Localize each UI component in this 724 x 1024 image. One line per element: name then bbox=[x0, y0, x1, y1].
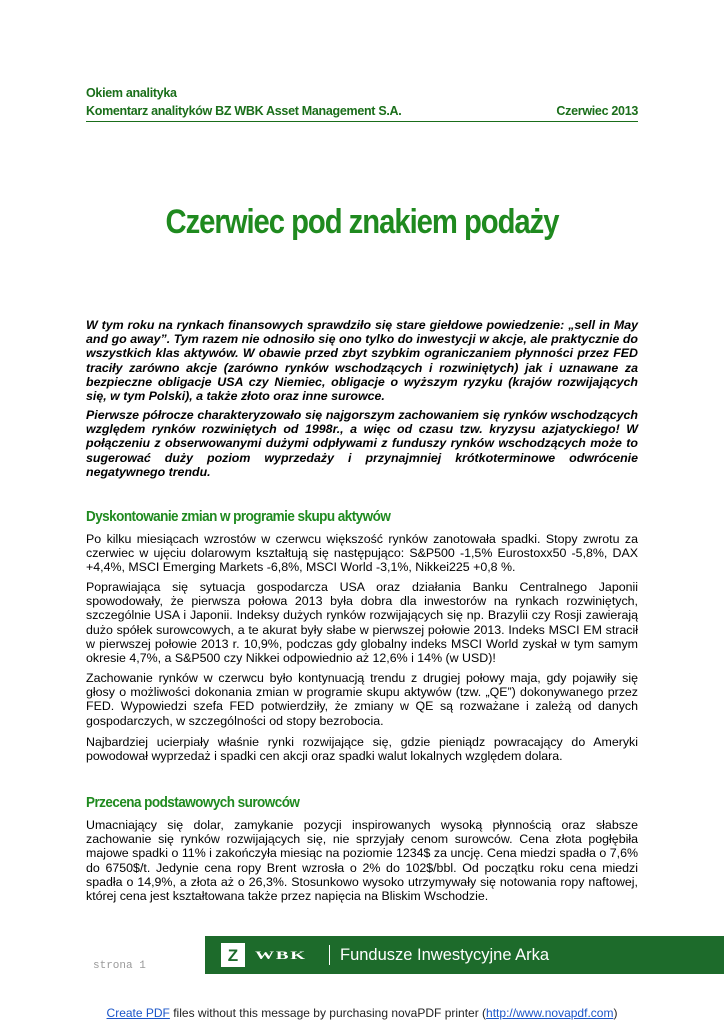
section1-paragraph-2: Poprawiająca się sytuacja gospodarcza USA oraz działania Banku Centralnego Japonii spowodowały, że pierwsza połowa 2013 była dobra dla inwestorów na rynkach rozwiniętych, szczególnie USA i Japonii. Indeksy dużych rynków rozwijających się np. Brazylii czy Rosji zawierają dużo spółek surowcowych, a te akurat były słabe w pierwszej połowie 2013. Indeks MSCI EM stracił w pierwszej połowie 2013 r. 10,9%, podczas gdy globalny indeks MSCI World zyskał w tym samym okresie 4,7%, a S&P500 czy Nikkei odpowiednio aż 12,6% i 14% (w USD)! bbox=[86, 580, 638, 666]
section2-paragraph-1: Umacniający się dolar, zamykanie pozycji inspirowanych wysoką płynnością oraz słabsze zachowanie się rynków rozwijających się, nie sprzyjały cenom surowców. Cena złota pogłębiła majowe spadki o 11% i zakończyła miesiąc na poziomie 1234$ za uncję. Cena miedzi spadła o 7,6% do 6750$/t. Jedynie cena ropy Brent wzrosła o 2% do 102$/bbl. Od początku roku cena miedzi spadła o 14,9%, a złota aż o 26,3%. Stosunkowo wysoko utrzymywały się notowania ropy naftowej, której cena jest kształtowana także przez napięcia na Bliskim Wschodzie. bbox=[86, 818, 638, 904]
bzwbk-logo-icon: Z bbox=[221, 943, 245, 967]
header-subtitle-row bbox=[86, 104, 638, 118]
footer-brand-band bbox=[205, 936, 724, 974]
section1-paragraph-1: Po kilku miesiącach wzrostów w czerwcu większość rynków zanotowała spadki. Stopy zwrotu za czerwiec w ujęciu dolarowym kształtują się następująco: S&P500 -1,5% Eurostoxx50 -5,8%, DAX +4,4%, MSCI Emerging Markets -6,8%, MSCI World -3,1%, Nikkei225 +0,8 %. bbox=[86, 532, 638, 575]
page-number: strona 1 bbox=[93, 960, 146, 972]
section1-paragraph-4: Najbardziej ucierpiały właśnie rynki rozwijające się, gdzie pieniądz powracający do Ameryki powodował wyprzedaż i spadki cen akcji oraz spadki walut lokalnych względem dolara. bbox=[86, 735, 638, 764]
section-heading-1: Dyskontowanie zmian w programie skupu aktywów bbox=[86, 508, 391, 525]
novapdf-text-1: files without this message by purchasing novaPDF printer ( bbox=[169, 1006, 487, 1020]
novapdf-url-link[interactable]: http://www.novapdf.com bbox=[486, 1006, 614, 1020]
header-section-label: Okiem analityka bbox=[86, 86, 177, 100]
intro-paragraph-2: Pierwsze półrocze charakteryzowało się najgorszym zachowaniem się rynków wschodzących względem rynków rozwiniętych od 1998r., a więc od czasu tzw. kryzysu azjatyckiego! W połączeniu z obserwowanymi dużymi odpływami z funduszy rynków wschodzących może to sugerować duży poziom wyprzedaży i przynajmniej krótkoterminowe odwrócenie negatywnego trendu. bbox=[86, 408, 638, 479]
section-heading-2: Przecena podstawowych surowców bbox=[86, 794, 300, 811]
footer-brand-name: Fundusze Inwestycyjne Arka bbox=[340, 945, 550, 964]
create-pdf-link[interactable]: Create PDF bbox=[106, 1006, 170, 1020]
header-subtitle: Komentarz analityków BZ WBK Asset Management S.A. bbox=[86, 104, 402, 118]
novapdf-watermark-notice bbox=[0, 1006, 724, 1020]
intro-paragraph-1: W tym roku na rynkach finansowych sprawdziło się stare giełdowe powiedzenie: „sell in May and go away”. Tym razem nie odnosiło się ono tylko do inwestycji w akcje, ale praktycznie do wszystkich klas aktywów. W obawie przed zbyt szybkim ograniczaniem płynności przez FED traciły zarówno akcje (zarówno rynków wschodzących i rozwiniętych) jak i uznawane za bezpieczne obligacje USA czy Niemiec, obligacje o wyższym ryzyku (krajów rozwijających się, w tym Polski), a także złoto oraz inne surowce. bbox=[86, 318, 638, 404]
document-title: Czerwiec pod znakiem podaży bbox=[165, 203, 559, 241]
novapdf-text-2: ) bbox=[613, 1006, 618, 1020]
wbk-logo-text: WBK bbox=[255, 947, 307, 962]
header-date: Czerwiec 2013 bbox=[556, 104, 638, 118]
header-divider bbox=[86, 121, 638, 122]
section1-paragraph-3: Zachowanie rynków w czerwcu było kontynuacją trendu z drugiej połowy maja, gdy pojawiły się głosy o możliwości dokonania zmian w programie skupu aktywów (tzw. „QE”) dokonywanego przez FED. Wypowiedzi szefa FED potwierdziły, że zmiany w QE są rozważane i zależą od danych gospodarczych, w szczególności od stopy bezrobocia. bbox=[86, 671, 638, 728]
